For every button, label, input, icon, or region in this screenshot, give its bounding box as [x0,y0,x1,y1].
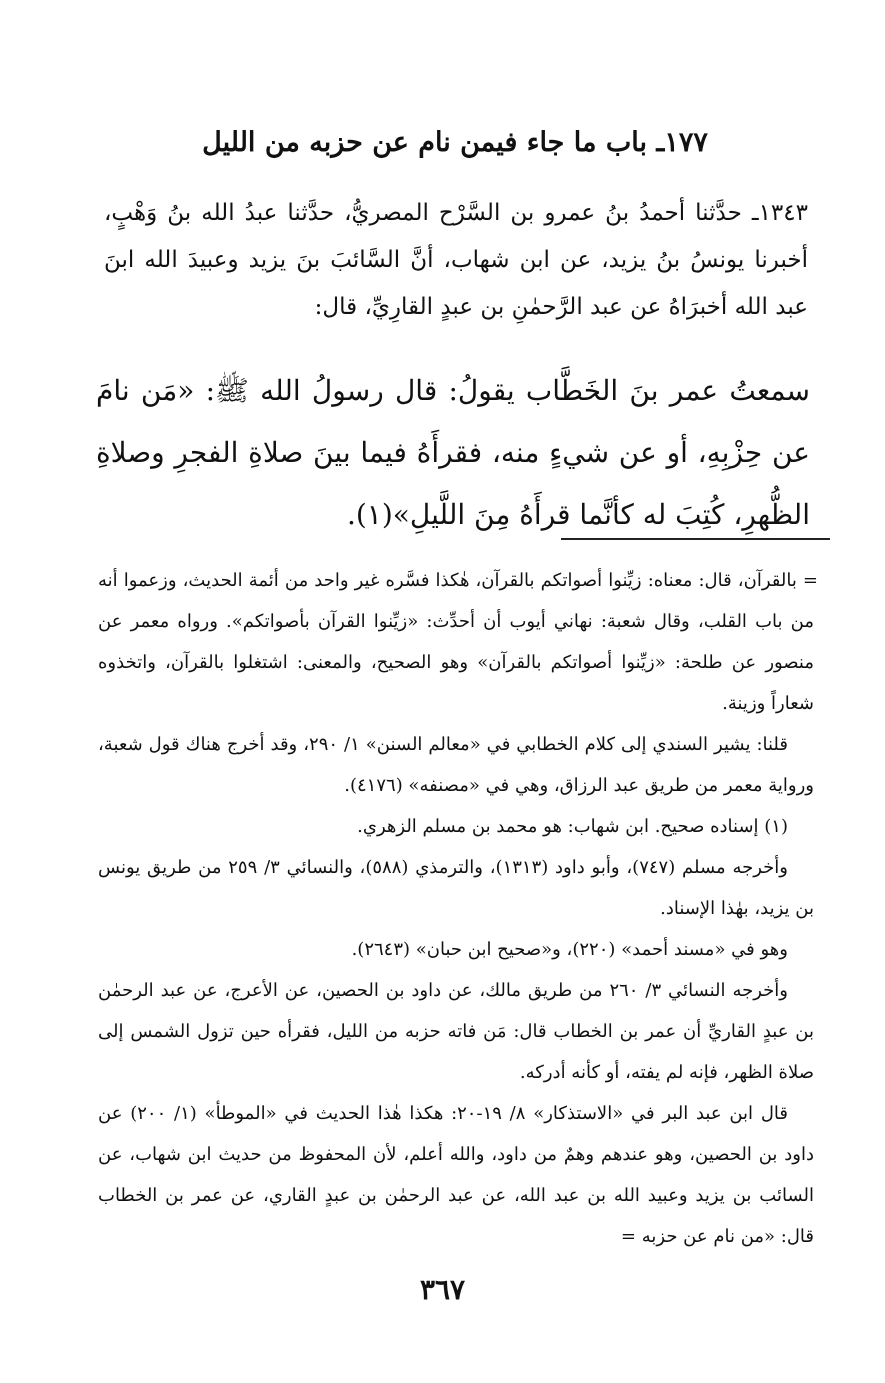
hadith-matn: سمعتُ عمر بنَ الخَطَّاب يقولُ: قال رسولُ الله ﷺ: «مَن نامَ عن حِزْبِهِ، أو عن شيءٍ منه، فقرأَهُ فيما بينَ صلاةِ الفجرِ وصلاةِ الظُّهرِ، كُتِبَ له كأنَّما قرأَهُ مِنَ اللَّيلِ»(١). [96,374,810,531]
footnote-paragraph: وأخرجه مسلم (٧٤٧)، وأبو داود (١٣١٣)، والترمذي (٥٨٨)، والنسائي ٣/ ٢٥٩ من طريق يونس بن يزيد، بهٰذا الإسناد. [98,857,814,919]
footnote-paragraph: وأخرجه النسائي ٣/ ٢٦٠ من طريق مالك، عن داود بن الحصين، عن الأعرج، عن عبد الرحمٰن بن عبدٍ القاريِّ أن عمر بن الخطاب قال: مَن فاته حزبه من الليل، فقرأه حين تزول الشمس إلى صلاة الظهر، فإنه لم يفته، أو كأنه أدركه. [98,980,814,1083]
footnotes [98,560,818,1257]
hadith-isnad: ١٣٤٣ـ حدَّثنا أحمدُ بنُ عمرو بن السَّرْح المصريُّ، حدَّثنا عبدُ الله بنُ وَهْبٍ، أخبرنا يونسُ بنُ يزيد، عن ابن شهاب، أنَّ السَّائبَ بنَ يزيد وعبيدَ الله ابنَ عبد الله أخبرَاهُ عن عبد الرَّحمٰنِ بن عبدٍ القارِيِّ، قال: [104,200,808,320]
footnote-1: (١) إسناده صحيح. ابن شهاب: هو محمد بن مسلم الزهري. [357,816,788,837]
page-number: ٣٦٧ [419,1273,466,1306]
footnote-paragraph: وهو في «مسند أحمد» (٢٢٠)، و«صحيح ابن حبان» (٢٦٤٣). [351,939,788,960]
footnote-continuation: = بالقرآن، قال: معناه: زيِّنوا أصواتكم بالقرآن، هٰكذا فسَّره غير واحد من أئمة الحديث، وزعموا أنه من باب القلب، وقال شعبة: نهاني أيوب أن أحدِّث: «زيِّنوا القرآن بأصواتكم». ورواه معمر عن منصور عن طلحة: «زيِّنوا أصواتكم بالقرآن» وهو الصحيح، والمعنى: اشتغلوا بالقرآن، واتخذوه شعاراً وزينة. [98,570,818,714]
footnote-paragraph: قال ابن عبد البر في «الاستذكار» ٨/ ١٩-٢٠: هكذا هٰذا الحديث في «الموطأ» (١/ ٢٠٠) عن داود بن الحصين، وهو عندهم وهمٌ من داود، والله أعلم، لأن المحفوظ من حديث ابن شهاب، عن السائب بن يزيد وعبيد الله بن عبد الله، عن عبد الرحمٰن بن عبدٍ القاري، عن عمر بن الخطاب قال: «من نام عن حزبه = [98,1103,814,1247]
chapter-title: ١٧٧ـ باب ما جاء فيمن نام عن حزبه من الليل [202,127,708,158]
footnote-separator [561,538,830,540]
footnote-paragraph: قلنا: يشير السندي إلى كلام الخطابي في «معالم السنن» ١/ ٢٩٠، وقد أخرج هناك قول شعبة، ورواية معمر من طريق عبد الرزاق، وهي في «مصنفه» (٤١٧٦). [98,734,814,796]
